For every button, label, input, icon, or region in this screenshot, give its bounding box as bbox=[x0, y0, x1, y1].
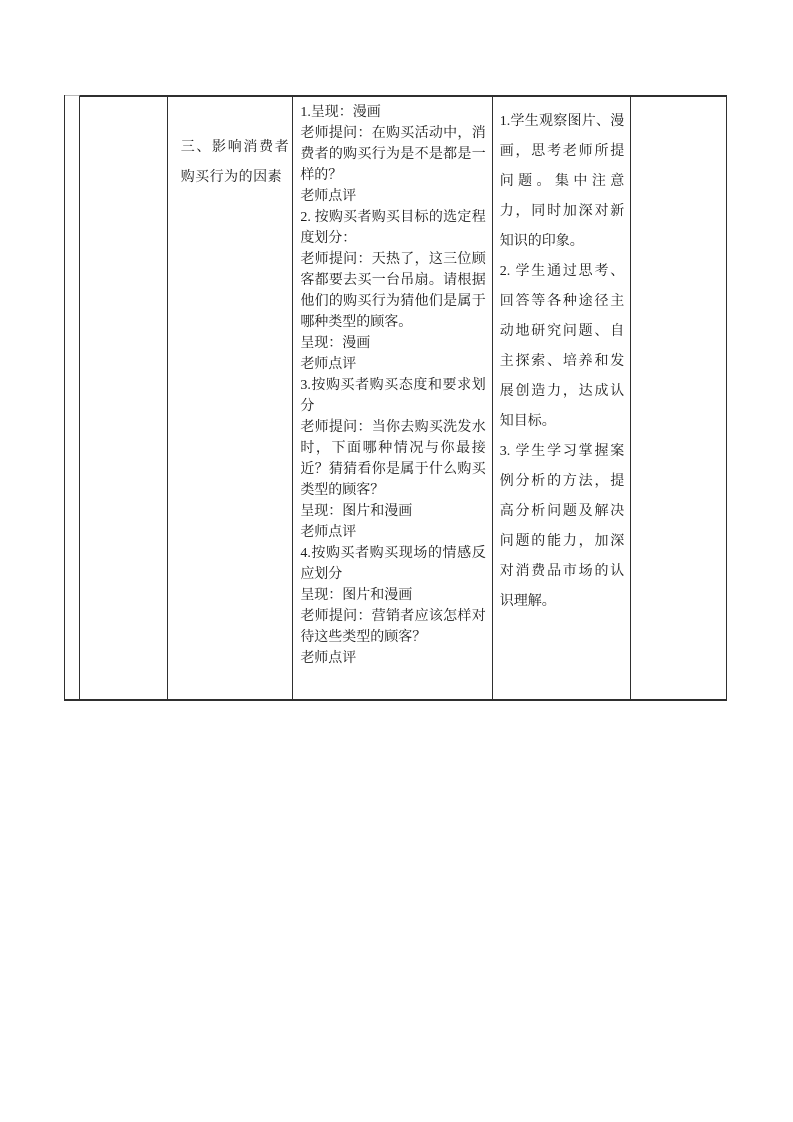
paragraph: 呈现：漫画 bbox=[300, 336, 371, 351]
paragraph: 老师提问：当你去购买洗发水时，下面哪种情况与你最接近？猜猜看你是属于什么购买类型的顾客？ bbox=[300, 420, 486, 498]
student-activity-text bbox=[493, 97, 631, 617]
paragraph: 呈现：图片和漫画 bbox=[300, 588, 413, 603]
paragraph: 老师点评 bbox=[300, 357, 357, 372]
paragraph: 老师提问：天热了，这三位顾客都要去买一台吊扇。请根据他们的购买行为猜他们是属于哪种类型的顾客。 bbox=[300, 252, 486, 330]
table-cell-teaching-process bbox=[293, 95, 492, 699]
paragraph: 老师点评 bbox=[300, 189, 357, 204]
table-cell-left-gutter bbox=[65, 95, 80, 699]
paragraph: 老师点评 bbox=[300, 651, 357, 666]
table-cell-stage-empty bbox=[80, 95, 168, 699]
paragraph: 2. 学生通过思考、回答等各种途径主动地研究问题、自主探索、培养和发展创造力，达成认知目标。 bbox=[499, 264, 625, 429]
lesson-plan-table bbox=[64, 95, 727, 701]
table-cell-section-title bbox=[168, 95, 294, 699]
paragraph: 3. 学生学习掌握案例分析的方法，提高分析问题及解决问题的能力，加深对消费品市场的认识理解。 bbox=[499, 444, 625, 609]
table-cell-student-activity bbox=[493, 95, 632, 699]
paragraph: 1.呈现：漫画 bbox=[300, 105, 381, 120]
paragraph: 3.按购买者购买态度和要求划分 bbox=[300, 378, 486, 414]
paragraph: 1.学生观察图片、漫画，思考老师所提问题。集中注意力，同时加深对新知识的印象。 bbox=[499, 114, 625, 249]
section-title: 三、影响消费者购买行为的因素 bbox=[180, 140, 290, 185]
paragraph: 2. 按购买者购买目标的选定程度划分： bbox=[300, 210, 486, 246]
paragraph: 老师提问：营销者应该怎样对待这些类型的顾客？ bbox=[300, 609, 486, 645]
paragraph: 呈现：图片和漫画 bbox=[300, 504, 413, 519]
paragraph: 老师点评 bbox=[300, 525, 357, 540]
table-cell-notes-empty bbox=[631, 95, 726, 699]
paragraph: 老师提问：在购买活动中，消费者的购买行为是不是都是一样的？ bbox=[300, 126, 486, 183]
teaching-process-text bbox=[293, 97, 491, 669]
paragraph: 4.按购买者购买现场的情感反应划分 bbox=[300, 546, 486, 582]
